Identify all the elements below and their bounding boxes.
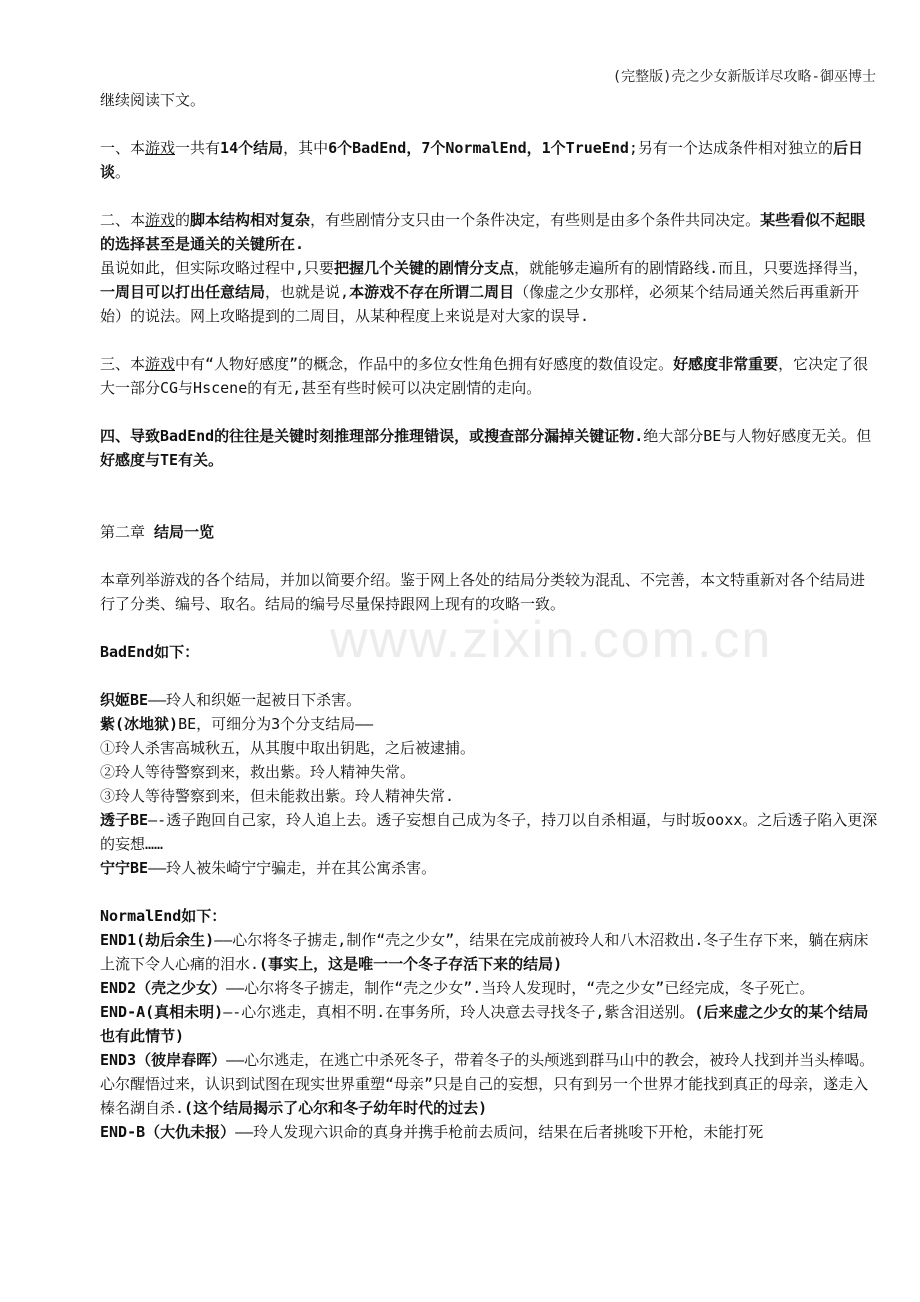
badend-subitem: ③玲人等待警察到来，但未能救出紫。玲人精神失常. — [100, 787, 455, 805]
paragraph-3: 三、本游戏中有“人物好感度”的概念，作品中的多位女性角色拥有好感度的数值设定。好感度非常重要，它决定了很大一部分CG与Hscene的有无,甚至有些时候可以决定剧情的走向。 — [100, 355, 869, 397]
chapter-intro: 本章列举游戏的各个结局，并加以简要介绍。鉴于网上各处的结局分类较为混乱、不完善，本文特重新对各个结局进行了分类、编号、取名。结局的编号尽量保持跟网上现有的攻略一致。 — [100, 571, 866, 613]
badend-heading: BadEnd如下： — [100, 643, 200, 661]
badend-subitem: ②玲人等待警察到来，救出紫。玲人精神失常。 — [100, 763, 416, 781]
page-header-title: (完整版)壳之少女新版详尽攻略-御巫博士 — [612, 69, 876, 85]
badend-item: 织姬BE——玲人和织姬一起被日下杀害。 — [100, 691, 362, 709]
badend-subitem: ①玲人杀害高城秋五，从其腹中取出钥匙，之后被逮捕。 — [100, 739, 476, 757]
normalend-item: END2（壳之少女）——心尔将冬子掳走，制作“壳之少女”.当玲人发现时，“壳之少女”已经完成，冬子死亡。 — [100, 979, 815, 997]
badend-item: 紫(冰地狱)BE，可细分为3个分支结局—— — [100, 715, 374, 733]
document-body — [100, 88, 878, 1144]
paragraph-4: 四、导致BadEnd的往往是关键时刻推理部分推理错误，或搜查部分漏掉关键证物.绝大部分BE与人物好感度无关。但好感度与TE有关。 — [100, 427, 872, 469]
normalend-item: END1(劫后余生)——心尔将冬子掳走,制作“壳之少女”，结果在完成前被玲人和八木沼救出.冬子生存下来，躺在病床上流下令人心痛的泪水.(事实上，这是唯一一个冬子存活下来的结局) — [100, 931, 869, 973]
badend-item: 透子BE—-透子跑回自己家，玲人追上去。透子妄想自己成为冬子，持刀以自杀相逼，与时坂ooxx。之后透子陷入更深的妄想…… — [100, 811, 878, 853]
normalend-item: END-A(真相未明)—-心尔逃走，真相不明.在事务所，玲人决意去寻找冬子,紫含泪送别。(后来虚之少女的某个结局也有此情节) — [100, 1003, 869, 1045]
normalend-item: END-B（大仇未报）——玲人发现六识命的真身并携手枪前去质问，结果在后者挑唆下开枪，未能打死 — [100, 1123, 764, 1141]
intro-text: 继续阅读下文。 — [100, 91, 206, 109]
normalend-heading: NormalEnd如下： — [100, 907, 227, 925]
watermark: www.zixin.com.cn — [330, 611, 773, 669]
paragraph-1: 一、本游戏一共有14个结局，其中6个BadEnd，7个NormalEnd，1个TrueEnd;另有一个达成条件相对独立的后日谈。 — [100, 139, 863, 181]
paragraph-2: 二、本游戏的脚本结构相对复杂，有些剧情分支只由一个条件决定，有些则是由多个条件共同决定。某些看似不起眼的选择甚至是通关的关键所在. — [100, 211, 866, 253]
paragraph-2-cont: 虽说如此，但实际攻略过程中,只要把握几个关键的剧情分支点，就能够走遍所有的剧情路线.而且，只要选择得当，一周目可以打出任意结局，也就是说,本游戏不存在所谓二周目（像虚之少女那样，必须某个结局通关然后再重新开始）的说法。网上攻略提到的二周目，从某种程度上来说是对大家的误导. — [100, 259, 869, 325]
chapter-heading: 第二章 结局一览 — [100, 523, 215, 541]
normalend-item: END3（彼岸春晖）——心尔逃走，在逃亡中杀死冬子，带着冬子的头颅逃到群马山中的教会，被玲人找到并当头棒喝。心尔醒悟过来，认识到试图在现实世界重塑“母亲”只是自己的妄想，只有到另一个世界才能找到真正的母亲，遂走入榛名湖自杀.(这个结局揭示了心尔和冬子幼年时代的过去) — [100, 1051, 875, 1117]
badend-item: 宁宁BE——玲人被朱崎宁宁骗走，并在其公寓杀害。 — [100, 859, 437, 877]
